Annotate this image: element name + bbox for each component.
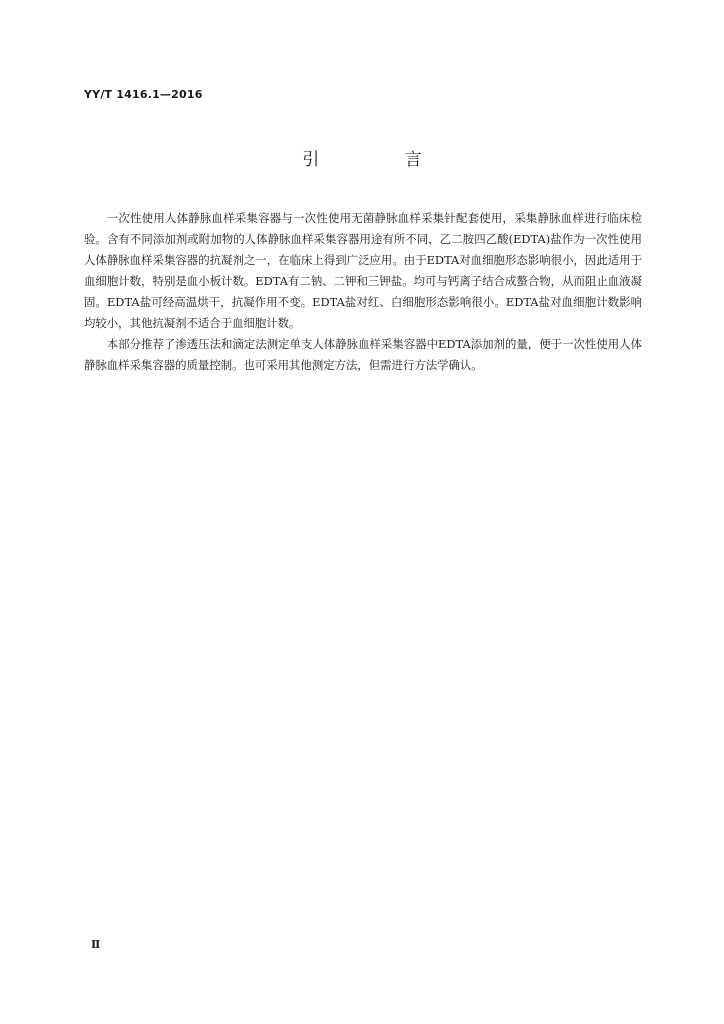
paragraph-scope: 本部分推荐了渗透压法和滴定法测定单支人体静脉血样采集容器中EDTA添加剂的量，便于一次性使用人体静脉血样采集容器的质量控制。也可采用其他测定方法，但需进行方法学确认。 xyxy=(84,337,642,372)
section-title: 引 言 xyxy=(302,150,462,170)
body-text xyxy=(84,208,642,376)
page-number: Ⅱ xyxy=(91,938,101,951)
standard-code: YY/T 1416.1—2016 xyxy=(84,88,203,101)
paragraph-intro: 一次性使用人体静脉血样采集容器与一次性使用无菌静脉血样采集针配套使用，采集静脉血样进行临床检验。含有不同添加剂或附加物的人体静脉血样采集容器用途有所不同，乙二胺四乙酸(EDTA)盐作为一次性使用人体静脉血样采集容器的抗凝剂之一，在临床上得到广泛应用。由于EDTA对血细胞形态影响很小，因此适用于血细胞计数，特别是血小板计数。EDTA有二钠、二钾和三钾盐。均可与钙离子结合成螯合物，从而阻止血液凝固。EDTA盐可经高温烘干，抗凝作用不变。EDTA盐对红、白细胞形态影响很小。EDTA盐对血细胞计数影响均较小，其他抗凝剂不适合于血细胞计数。 xyxy=(84,211,642,330)
